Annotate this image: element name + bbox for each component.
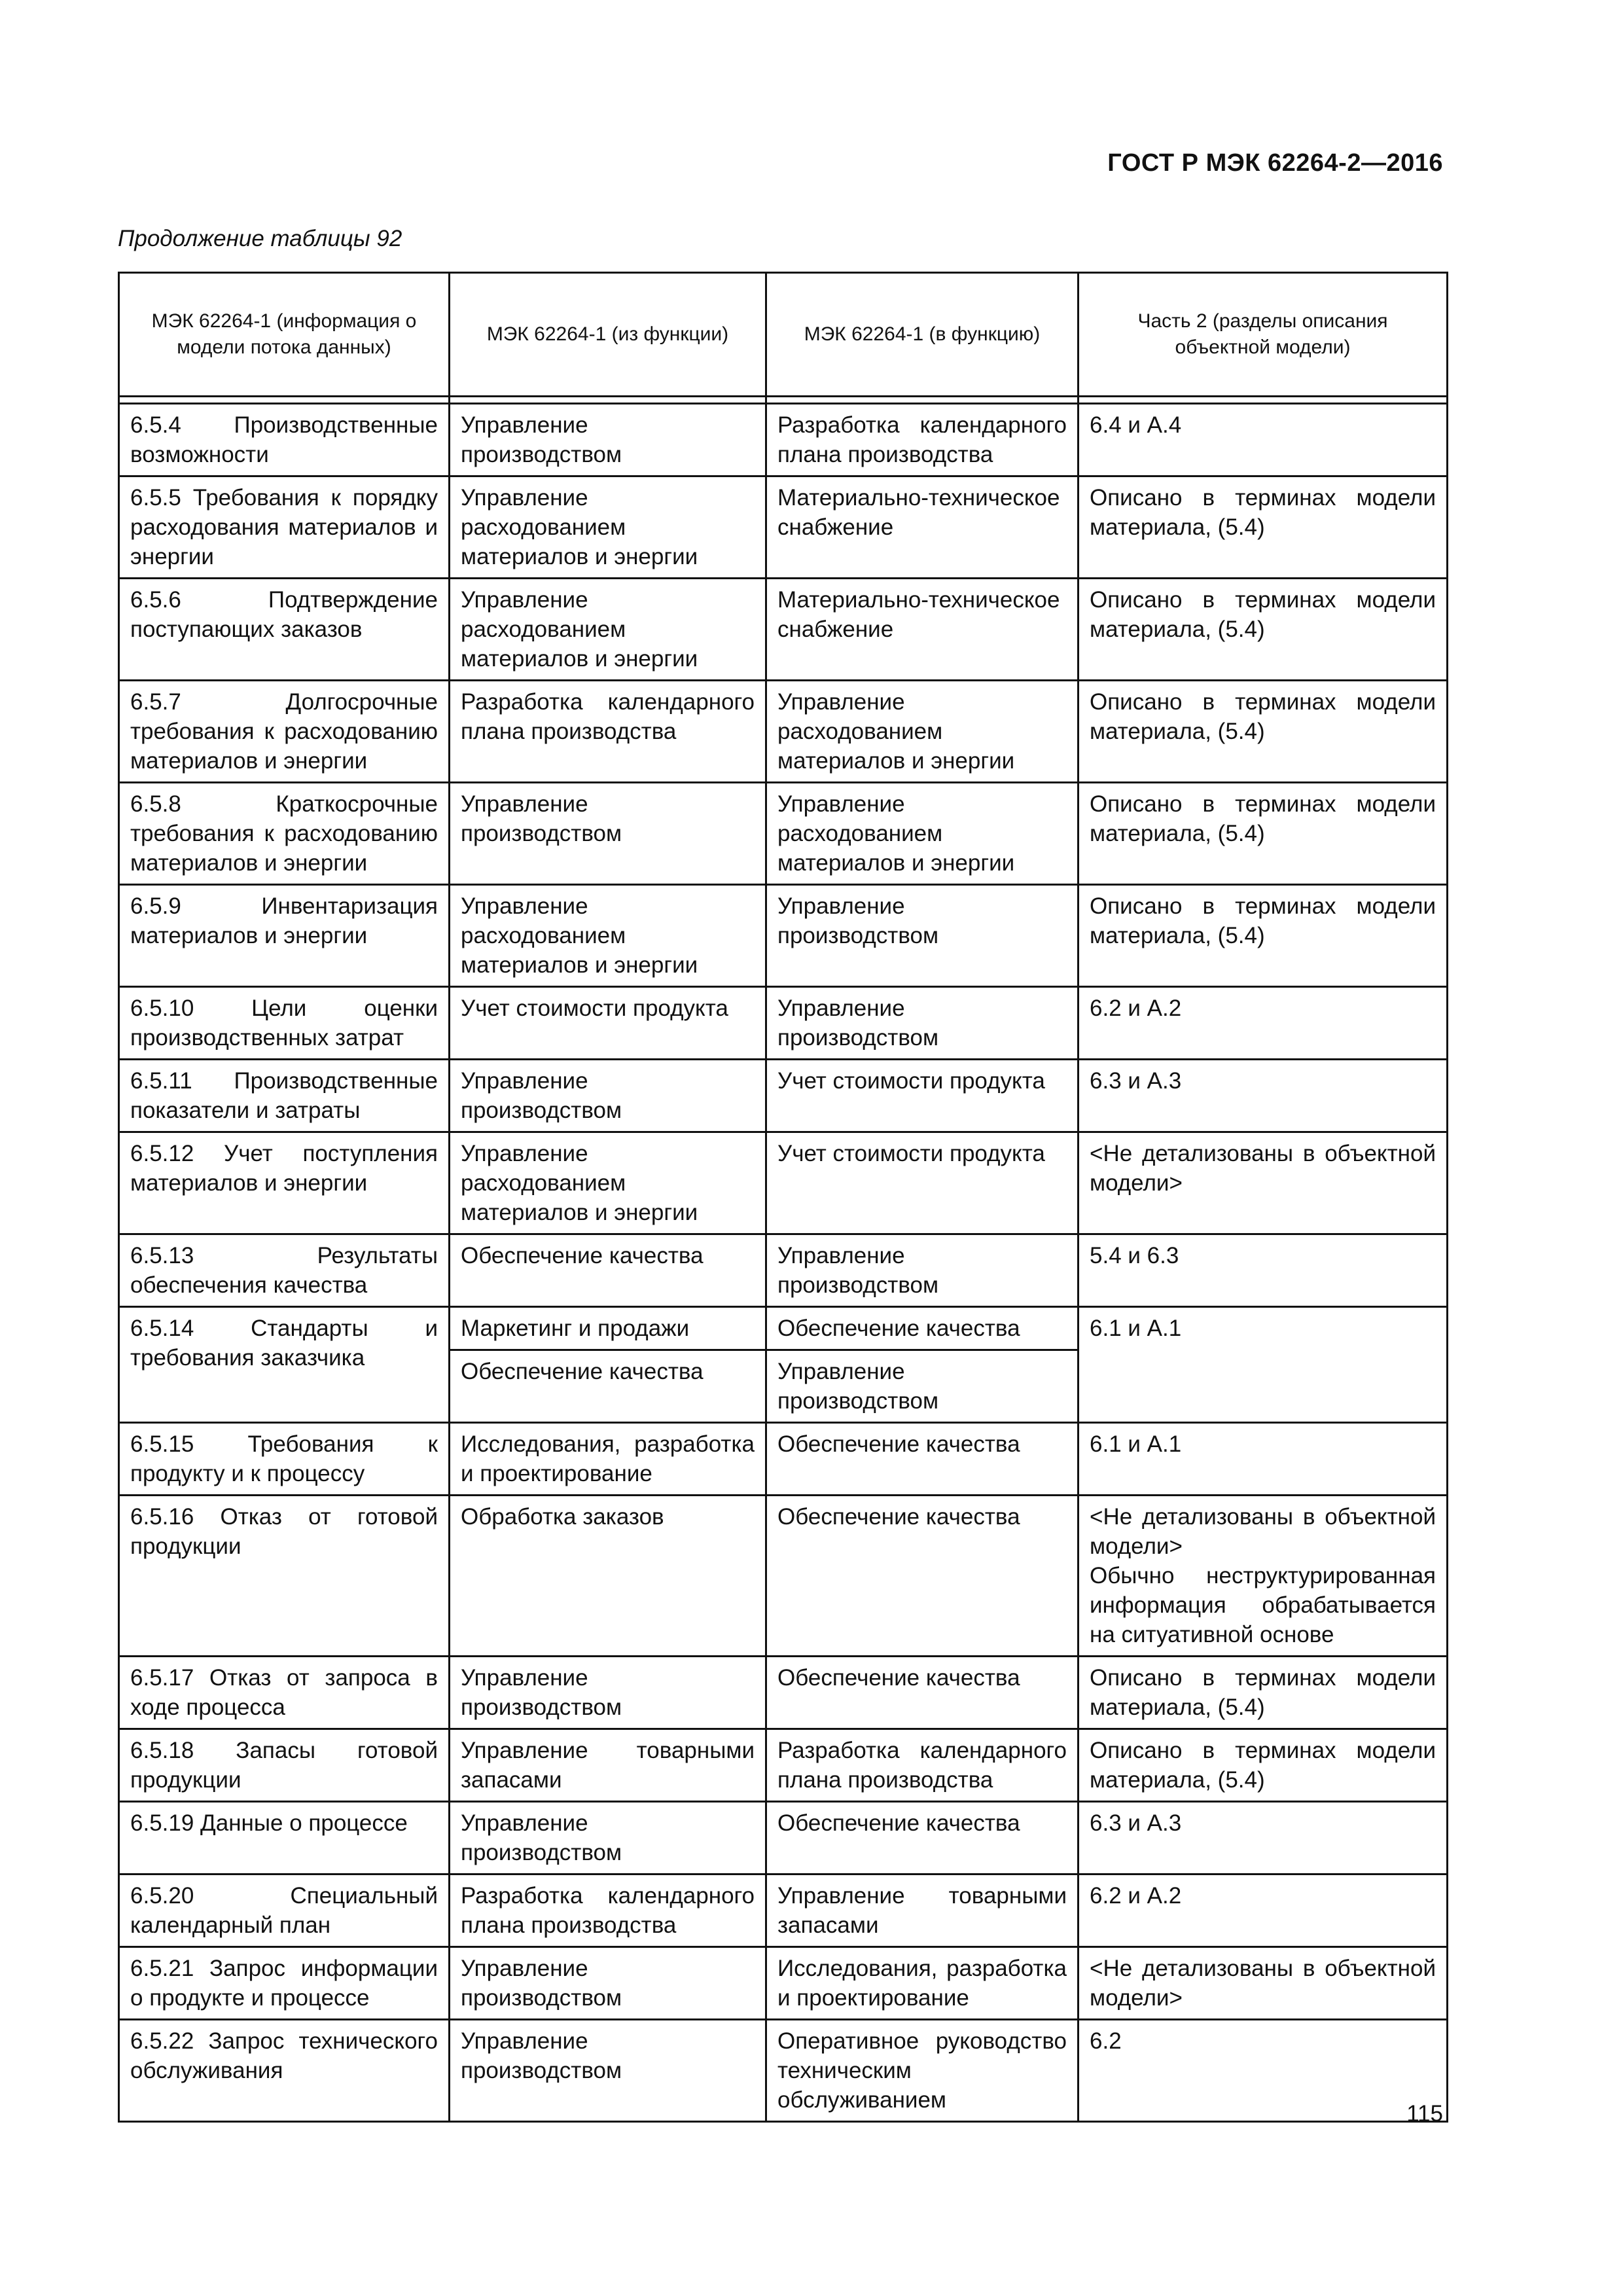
table-row — [119, 1423, 1448, 1496]
column-header: МЭК 62264-1 (в функцию) — [766, 273, 1079, 397]
table-cell: Обработка заказов — [450, 1496, 766, 1657]
table-row — [119, 783, 1448, 885]
table-cell: 6.5.22 Запрос технического обслуживания — [119, 2020, 450, 2122]
column-header: Часть 2 (разделы описания объектной модели) — [1079, 273, 1448, 397]
table-row — [119, 404, 1448, 476]
table-row — [119, 476, 1448, 579]
table-row — [119, 1060, 1448, 1132]
table-cell: Исследования, разработка и проектирование — [450, 1423, 766, 1496]
table-cell: Управление производством — [766, 987, 1079, 1060]
table-cell: Описано в терминах модели материала, (5.4) — [1079, 783, 1448, 885]
table-cell: Обеспечение качества — [766, 1423, 1079, 1496]
table-cell — [1079, 1496, 1448, 1657]
table-row — [119, 1947, 1448, 2020]
table-cell: Разработка календарного плана производства — [450, 1874, 766, 1947]
table-row — [119, 885, 1448, 987]
table-cell: 6.5.11 Производственные показатели и затраты — [119, 1060, 450, 1132]
table-cell: Управление производством — [766, 1350, 1079, 1423]
table-cell: Управление производством — [766, 885, 1079, 987]
table-header-row — [119, 273, 1448, 397]
table-cell: Учет стоимости продукта — [450, 987, 766, 1060]
table-cell: 6.5.12 Учет поступления материалов и энергии — [119, 1132, 450, 1234]
table-row — [119, 987, 1448, 1060]
table-cell: Обеспечение качества — [766, 1307, 1079, 1350]
table-cell: Описано в терминах модели материала, (5.4) — [1079, 1729, 1448, 1802]
table-cell: Разработка календарного плана производства — [766, 1729, 1079, 1802]
table-cell: 6.5.13 Результаты обеспечения качества — [119, 1234, 450, 1307]
table-cell: Учет стоимости продукта — [766, 1060, 1079, 1132]
table-row — [119, 2020, 1448, 2122]
table-cell: Управление производством — [450, 1947, 766, 2020]
table-cell: Управление производством — [450, 2020, 766, 2122]
table-cell: 6.5.10 Цели оценки производственных затрат — [119, 987, 450, 1060]
mapping-table — [118, 272, 1448, 2123]
table-cell: 6.3 и А.3 — [1079, 1802, 1448, 1874]
table-cell: Управление расходованием материалов и энергии — [450, 476, 766, 579]
table-row — [119, 1234, 1448, 1307]
table-cell: Описано в терминах модели материала, (5.4) — [1079, 681, 1448, 783]
table-cell: 6.3 и А.3 — [1079, 1060, 1448, 1132]
table-cell: Описано в терминах модели материала, (5.4) — [1079, 885, 1448, 987]
table-cell: 6.5.6 Подтверждение поступающих заказов — [119, 579, 450, 681]
table-cell: Управление производством — [450, 1802, 766, 1874]
table-row — [119, 1874, 1448, 1947]
table-cell: Материально-техническое снабжение — [766, 579, 1079, 681]
table-cell: Управление производством — [766, 1234, 1079, 1307]
header-separator — [119, 397, 1448, 404]
table-cell: Управление расходованием материалов и энергии — [450, 885, 766, 987]
table-cell: Обеспечение качества — [450, 1350, 766, 1423]
table-cell: Обеспечение качества — [766, 1496, 1079, 1657]
table-cell: Управление расходованием материалов и энергии — [766, 681, 1079, 783]
table-cell: Управление производством — [450, 1657, 766, 1729]
table-cell: Оперативное руководство техническим обслуживанием — [766, 2020, 1079, 2122]
table-cell: Исследования, разработка и проектирование — [766, 1947, 1079, 2020]
page-number: 115 — [1406, 2101, 1443, 2126]
table-cell: 6.5.7 Долгосрочные требования к расходованию материалов и энергии — [119, 681, 450, 783]
cell-line: <Не детализованы в объектной модели> — [1090, 1504, 1436, 1559]
table-cell: Управление товарными запасами — [450, 1729, 766, 1802]
table-cell: 6.5.4 Производственные возможности — [119, 404, 450, 476]
table-row — [119, 1802, 1448, 1874]
column-header: МЭК 62264-1 (из функции) — [450, 273, 766, 397]
table-row — [119, 1132, 1448, 1234]
table-cell: Материально-техническое снабжение — [766, 476, 1079, 579]
table-cell: 6.5.18 Запасы готовой продукции — [119, 1729, 450, 1802]
table-cell: Обеспечение качества — [766, 1657, 1079, 1729]
table-cell: Управление производством — [450, 783, 766, 885]
table-cell: 6.2 и А.2 — [1079, 1874, 1448, 1947]
table-cell: 6.2 — [1079, 2020, 1448, 2122]
table-cell: 6.5.19 Данные о процессе — [119, 1802, 450, 1874]
table-caption: Продолжение таблицы 92 — [118, 226, 402, 251]
table-cell: 6.5.16 Отказ от готовой продукции — [119, 1496, 450, 1657]
table-row — [119, 1657, 1448, 1729]
table-cell: Обеспечение качества — [450, 1234, 766, 1307]
table-cell: 6.5.17 Отказ от запроса в ходе процесса — [119, 1657, 450, 1729]
table-cell: 6.5.5 Требования к порядку расходования материалов и энергии — [119, 476, 450, 579]
table-cell: <Не детализованы в объектной модели> — [1079, 1132, 1448, 1234]
table-cell: 6.1 и А.1 — [1079, 1307, 1448, 1423]
table-cell: Управление производством — [450, 404, 766, 476]
table-cell: Описано в терминах модели материала, (5.4) — [1079, 1657, 1448, 1729]
table-cell: Маркетинг и продажи — [450, 1307, 766, 1350]
table-cell: Управление расходованием материалов и энергии — [766, 783, 1079, 885]
table-cell: Управление расходованием материалов и энергии — [450, 1132, 766, 1234]
table-cell: 6.2 и А.2 — [1079, 987, 1448, 1060]
table-cell: Описано в терминах модели материала, (5.4) — [1079, 476, 1448, 579]
cell-line: Обычно неструктурированная информация обрабатывается на ситуативной основе — [1090, 1563, 1436, 1647]
table-cell: Управление производством — [450, 1060, 766, 1132]
table-row — [119, 579, 1448, 681]
table-cell: 6.5.15 Требования к продукту и к процессу — [119, 1423, 450, 1496]
table-row — [119, 1496, 1448, 1657]
table-cell: 6.5.14 Стандарты и требования заказчика — [119, 1307, 450, 1423]
table-cell: 6.1 и А.1 — [1079, 1423, 1448, 1496]
document-code: ГОСТ Р МЭК 62264-2—2016 — [1107, 149, 1443, 177]
table-cell: 6.5.9 Инвентаризация материалов и энергии — [119, 885, 450, 987]
table-cell: 6.4 и А.4 — [1079, 404, 1448, 476]
table-cell: Учет стоимости продукта — [766, 1132, 1079, 1234]
table-row — [119, 1729, 1448, 1802]
table-cell: 6.5.20 Специальный календарный план — [119, 1874, 450, 1947]
column-header: МЭК 62264-1 (информация о модели потока данных) — [119, 273, 450, 397]
table-cell: Разработка календарного плана производства — [766, 404, 1079, 476]
table-cell: Описано в терминах модели материала, (5.4) — [1079, 579, 1448, 681]
table-cell: Разработка календарного плана производства — [450, 681, 766, 783]
table-cell: Управление товарными запасами — [766, 1874, 1079, 1947]
table-cell: <Не детализованы в объектной модели> — [1079, 1947, 1448, 2020]
table-cell: 6.5.8 Краткосрочные требования к расходованию материалов и энергии — [119, 783, 450, 885]
table-row — [119, 681, 1448, 783]
table-cell: Обеспечение качества — [766, 1802, 1079, 1874]
table-row — [119, 1307, 1448, 1350]
table-cell: Управление расходованием материалов и энергии — [450, 579, 766, 681]
table-cell: 5.4 и 6.3 — [1079, 1234, 1448, 1307]
table-cell: 6.5.21 Запрос информации о продукте и процессе — [119, 1947, 450, 2020]
